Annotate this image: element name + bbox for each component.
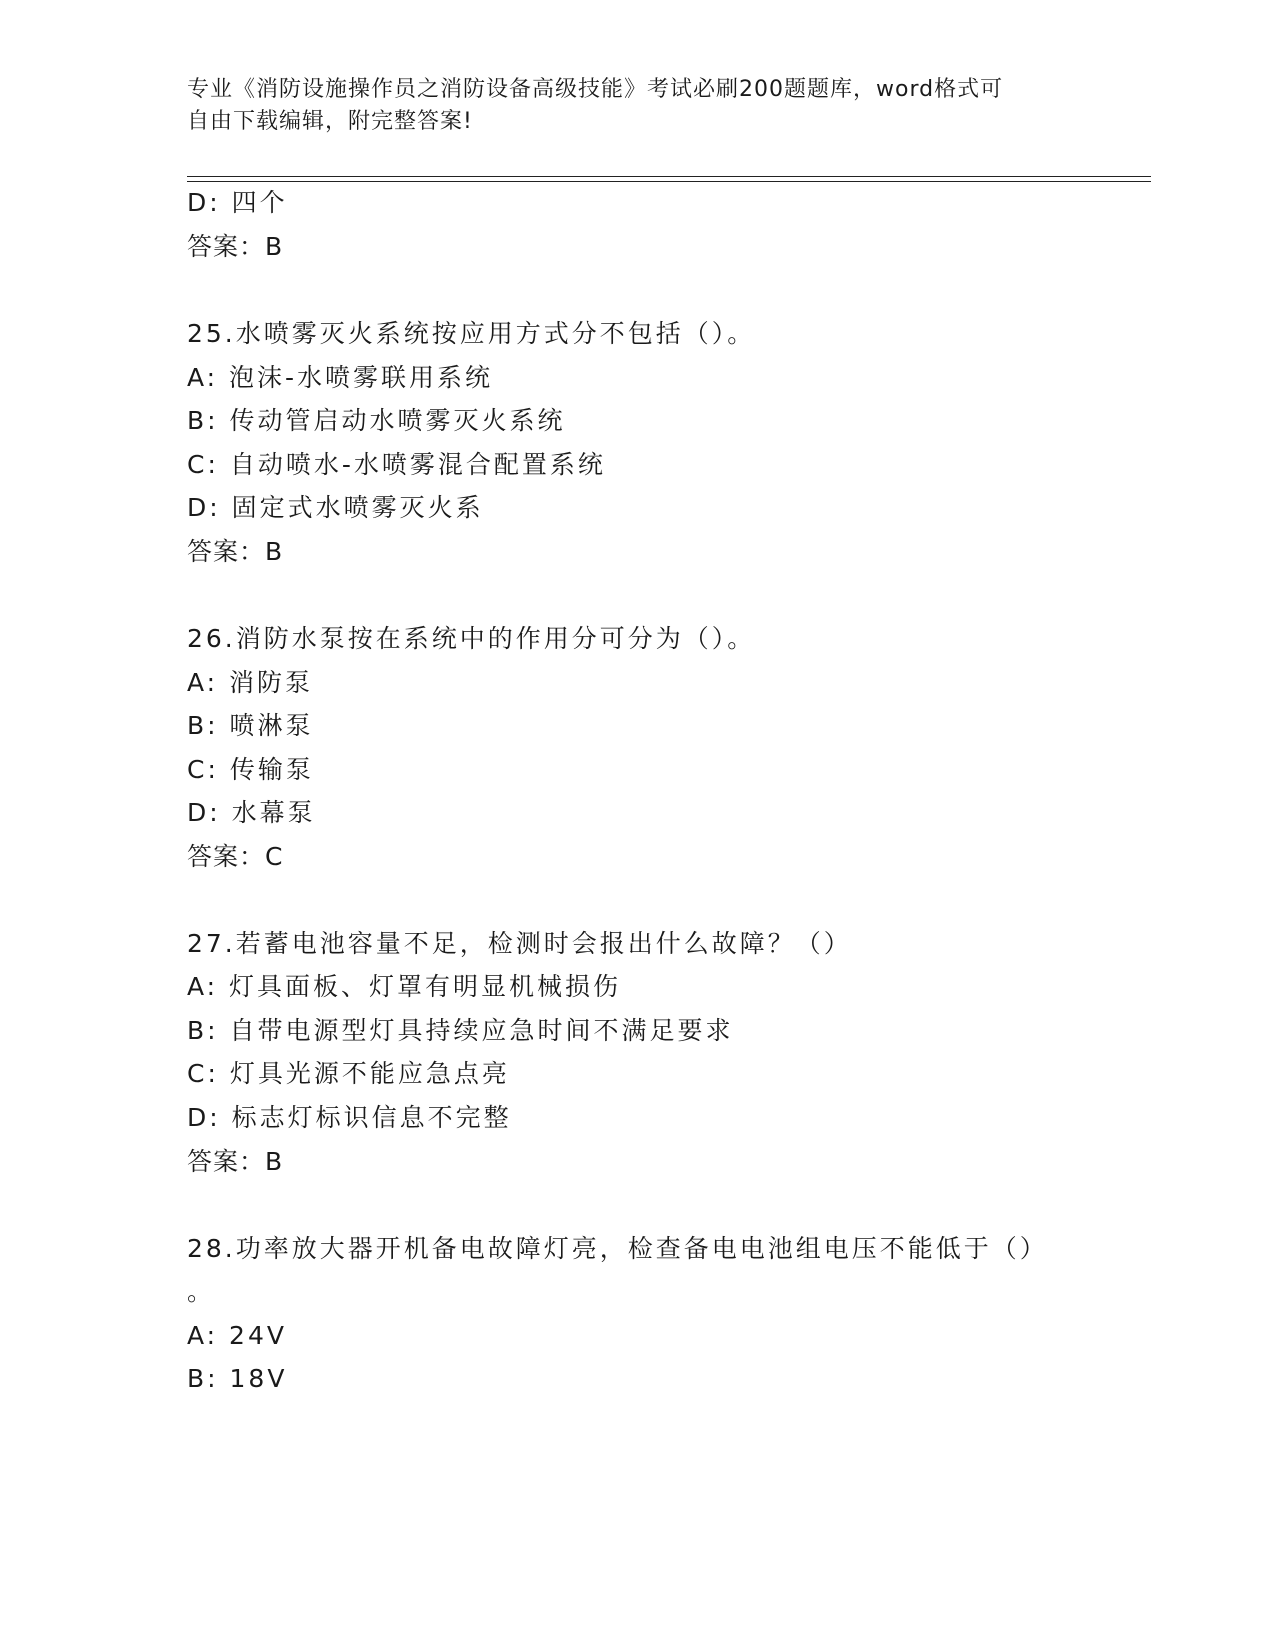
option-a: A: 消防泵 — [187, 668, 314, 697]
option-d: D: 水幕泵 — [187, 798, 316, 827]
question-25: 25.水喷雾灭火系统按应用方式分不包括（）。 — [187, 319, 756, 348]
answer: 答案：B — [187, 232, 284, 261]
answer: 答案：C — [187, 842, 284, 871]
option-b: B: 喷淋泵 — [187, 711, 314, 740]
header-line-2: 自由下载编辑，附完整答案! — [187, 109, 473, 134]
answer: 答案：B — [187, 1147, 284, 1176]
option-a: A: 24V — [187, 1321, 287, 1350]
answer: 答案：B — [187, 537, 284, 566]
question-28-continuation: 。 — [187, 1277, 216, 1306]
option-d: D: 标志灯标识信息不完整 — [187, 1103, 512, 1132]
question-26: 26.消防水泵按在系统中的作用分可分为（）。 — [187, 624, 756, 653]
option-b: B: 18V — [187, 1364, 288, 1393]
option-a: A: 灯具面板、灯罩有明显机械损伤 — [187, 972, 622, 1001]
option-d: D: 固定式水喷雾灭火系 — [187, 493, 484, 522]
option-c: C: 自动喷水-水喷雾混合配置系统 — [187, 450, 606, 479]
document-header — [187, 74, 1087, 138]
header-line-1: 专业《消防设施操作员之消防设备高级技能》考试必刷200题题库，word格式可 — [187, 77, 1004, 102]
question-28: 28.功率放大器开机备电故障灯亮，检查备电电池组电压不能低于（） — [187, 1234, 1048, 1263]
option-d: D: 四个 — [187, 188, 288, 217]
option-a: A: 泡沫-水喷雾联用系统 — [187, 363, 494, 392]
option-c: C: 传输泵 — [187, 755, 314, 784]
question-27: 27.若蓄电池容量不足，检测时会报出什么故障？（） — [187, 929, 852, 958]
option-c: C: 灯具光源不能应急点亮 — [187, 1059, 510, 1088]
header-divider-bottom — [187, 181, 1151, 182]
header-divider-top — [187, 176, 1151, 177]
option-b: B: 传动管启动水喷雾灭火系统 — [187, 406, 566, 435]
option-b: B: 自带电源型灯具持续应急时间不满足要求 — [187, 1016, 734, 1045]
